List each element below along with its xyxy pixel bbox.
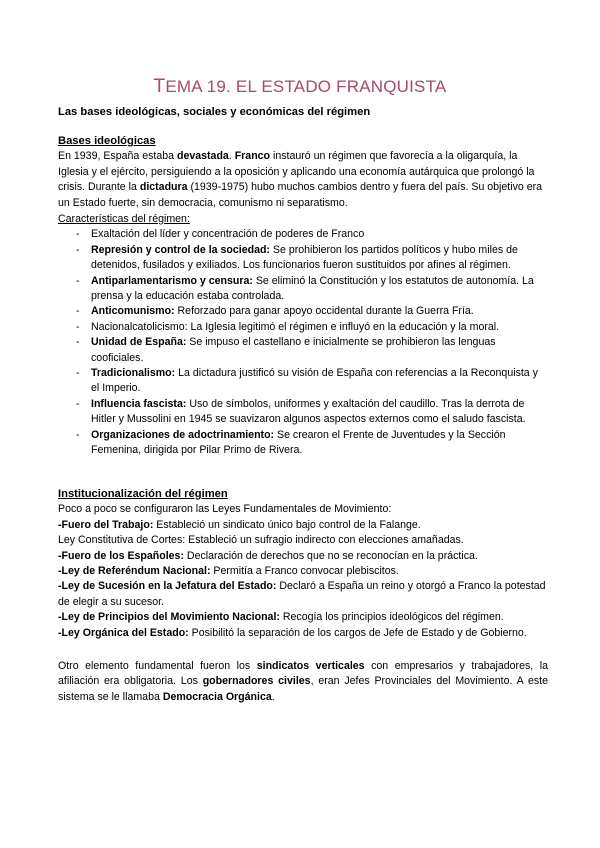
item-text: Reforzado para ganar apoyo occidental durante la Guerra Fría. (174, 305, 474, 318)
law-text: Declaración de derechos que no se reconocían en la práctica. (183, 549, 478, 562)
institucionalizacion-intro: Poco a poco se configuraron las Leyes Fundamentales de Movimiento: (58, 503, 392, 516)
law-name: -Ley de Referéndum Nacional: (58, 565, 211, 578)
text-run: instauró un régimen que favorecía a la oligarquía, la Iglesia y el ejército, persiguiendo a la oposición y aplicando una economía autárquica que prolongó la crisis. Durante la (58, 150, 535, 194)
bold-run: sindicatos verticales (256, 660, 365, 672)
law-text: Posibilitó la separación de los cargos de Jefe de Estado y de Gobierno. (188, 626, 527, 639)
caracteristicas-heading: Características del régimen: (58, 213, 190, 225)
caracteristicas-section (58, 212, 548, 459)
law-text: Declaró a España un reino y otorgó a Franco la potestad de elegir a su sucesor. (58, 580, 546, 608)
text-run: En 1939, España estaba (58, 150, 177, 163)
list-item: - Tradicionalismo: La dictadura justificó su visión de España con referencias a la Reconquista y el Imperio. (76, 367, 538, 395)
item-text: Uso de símbolos, uniformes y exaltación del caudillo. Tras la derrota de Hitler y Mussolini en 1945 se suavizaron algunos aspectos externos como el saludo fascista. (91, 397, 526, 426)
item-bold: Unidad de España: (91, 336, 187, 349)
law-line (58, 564, 548, 579)
institucionalizacion-heading: Institucionalización del régimen (58, 488, 228, 500)
law-line (58, 626, 548, 641)
law-name: -Ley Orgánica del Estado: (58, 626, 189, 639)
text-run: , eran Jefes Provinciales del Movimiento. A este sistema se le llamaba (58, 675, 548, 703)
law-text: Estableció un sindicato único bajo control de la Falange. (153, 518, 421, 531)
bold-run: Franco (234, 150, 271, 163)
law-text: Ley Constitutiva de Cortes: Estableció un sufragio indirecto con elecciones amañadas. (58, 534, 464, 547)
law-name: -Fuero de los Españoles: (58, 549, 184, 562)
list-item: - Antiparlamentarismo y censura: Se eliminó la Constitución y los estatutos de autonomía. La prensa y la educación estaba controlada. (76, 274, 534, 303)
text-run: con empresarios y trabajadores, la afiliación era obligatoria. Los (58, 660, 548, 688)
list-item: - Unidad de España: Se impuso el castellano e inicialmente se prohibieron las lenguas cooficiales. (76, 336, 496, 364)
closing-paragraph (58, 659, 548, 705)
law-name: -Ley de Sucesión en la Jefatura del Estado: (58, 580, 277, 593)
item-bold: Represión y control de la sociedad: (91, 243, 270, 256)
institucionalizacion-section (58, 487, 548, 641)
bases-section (58, 134, 548, 211)
law-line (58, 610, 548, 625)
bold-run: devastada (176, 150, 229, 163)
law-line (58, 533, 548, 548)
item-bold: Anticomunismo: (91, 305, 175, 318)
law-name: -Ley de Principios del Movimiento Nacional: (58, 611, 280, 624)
bold-run: Democracia Orgánica (162, 690, 272, 703)
law-text: Permitía a Franco convocar plebiscitos. (210, 565, 399, 578)
title-initial: T (153, 76, 166, 97)
law-line (58, 549, 548, 564)
list-item: - Influencia fascista: Uso de símbolos, uniformes y exaltación del caudillo. Tras la derrota de Hitler y Mussolini en 1945 se suavizaron algunos aspectos externos como el saludo fascista. (76, 397, 526, 426)
law-line (58, 579, 548, 610)
item-text: Se prohibieron los partidos políticos y hubo miles de detenidos, fusilados y exiliados. Los funcionarios fueron sustituidos por afines al régimen. (91, 243, 518, 272)
bold-run: gobernadores civiles (202, 675, 311, 688)
bold-run: dictadura (139, 181, 188, 194)
text-run: (1939-1975) hubo muchos cambios dentro y fuera del país. Su objetivo era un Estado fuerte, sin democracia, comunismo ni separatismo. (58, 181, 543, 209)
text-run: . (271, 690, 275, 703)
item-text: Nacionalcatolicismo: La Iglesia legitimó el régimen e influyó en la educación y la moral. (91, 320, 500, 333)
list-item: - Organizaciones de adoctrinamiento: Se crearon el Frente de Juventudes y la Sección Femenina, dirigida por Pilar Primo de Rivera. (76, 428, 506, 457)
item-text: Se crearon el Frente de Juventudes y la Sección Femenina, dirigida por Pilar Primo de Rivera. (91, 428, 506, 457)
list-item: - Nacionalcatolicismo: La Iglesia legitimó el régimen e influyó en la educación y la moral. (76, 320, 500, 333)
law-text: Recogía los principios ideológicos del régimen. (279, 611, 504, 624)
item-text: Exaltación del líder y concentración de poderes de Franco (91, 228, 365, 241)
list-item: - Anticomunismo: Reforzado para ganar apoyo occidental durante la Guerra Fría. (76, 305, 474, 318)
item-text: La dictadura justificó su visión de España con referencias a la Reconquista y el Imperio. (91, 367, 538, 395)
list-item: - Represión y control de la sociedad: Se prohibieron los partidos políticos y hubo miles de detenidos, fusilados y exiliados. Los funcionarios fueron sustituidos por afines al régimen. (76, 243, 518, 272)
law-line (58, 518, 548, 533)
text-run: Otro elemento fundamental fueron los (58, 660, 257, 672)
item-bold: Antiparlamentarismo y censura: (91, 274, 253, 287)
bases-paragraph (58, 149, 548, 211)
item-bold: Organizaciones de adoctrinamiento: (91, 428, 275, 441)
title-rest: EMA 19. EL ESTADO FRANQUISTA (165, 77, 447, 96)
item-text: Se impuso el castellano e inicialmente se prohibieron las lenguas cooficiales. (91, 336, 496, 364)
page-title (0, 76, 600, 98)
caracteristicas-list (58, 227, 548, 458)
item-bold: Influencia fascista: (91, 397, 187, 410)
item-text: Se eliminó la Constitución y los estatutos de autonomía. La prensa y la educación estaba controlada. (91, 274, 534, 303)
law-name: -Fuero del Trabajo: (58, 518, 154, 531)
bases-heading: Bases ideológicas (58, 135, 156, 147)
list-item: - Exaltación del líder y concentración de poderes de Franco (76, 228, 365, 241)
section-subtitle: Las bases ideológicas, sociales y económicas del régimen (58, 106, 371, 118)
item-bold: Tradicionalismo: (91, 367, 176, 380)
text-run: . (228, 150, 235, 163)
